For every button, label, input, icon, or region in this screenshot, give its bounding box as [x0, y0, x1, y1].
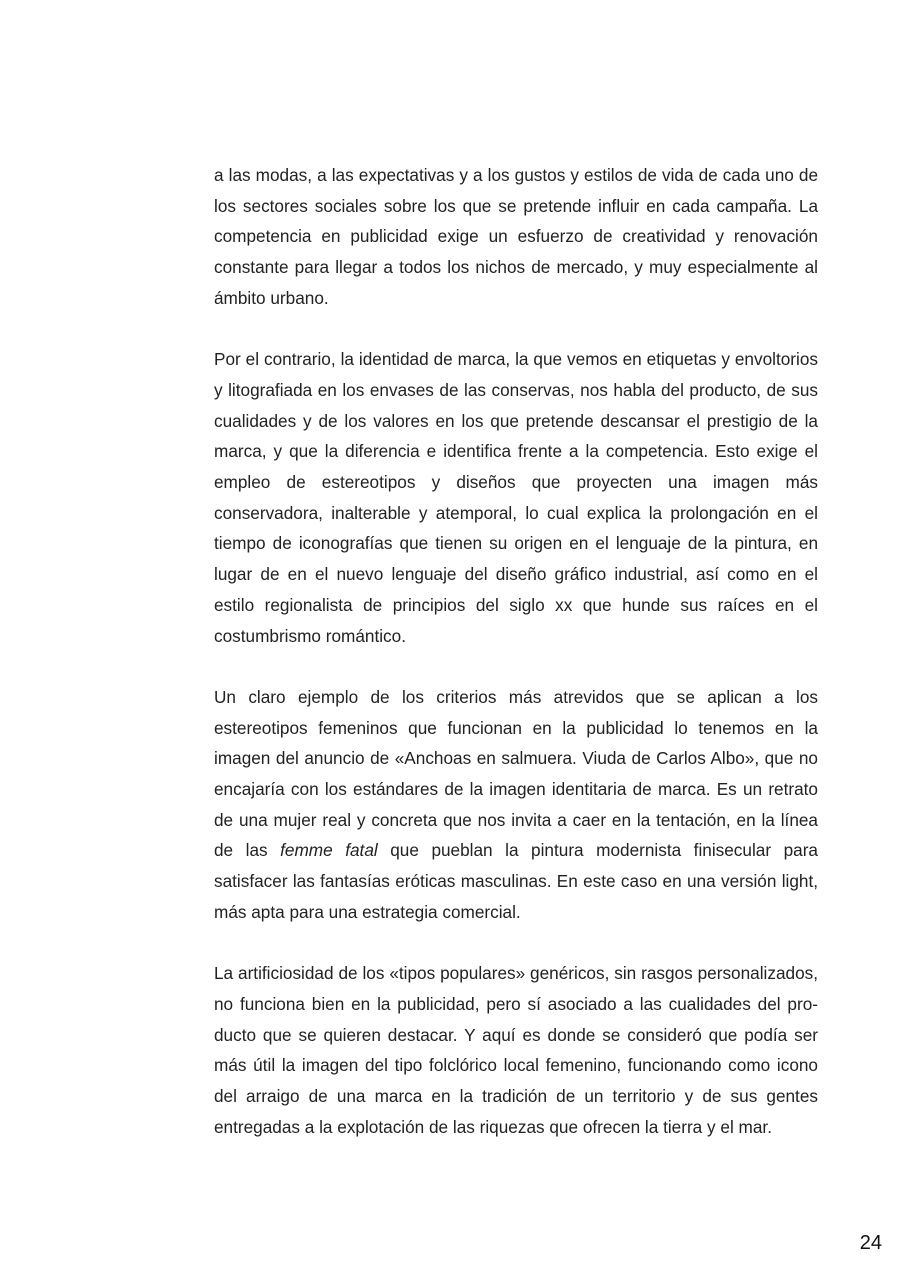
paragraph-3-text-after: que pueblan la pintura modernista finisecular para satisfacer las fantasías eróticas masculinas. En este caso en una versión light, más apta para una estrategia comercial.	[214, 840, 818, 922]
paragraph-2: Por el contrario, la identidad de marca, la que vemos en etiquetas y envoltorios y litografiada en los envases de las conservas, nos habla del producto, de sus cualidades y de los valores en los que pretende descansar el prestigio de la marca, y que la diferencia e identifica frente a la competencia. Esto exige el empleo de estereotipos y diseños que proyecten una imagen más conservadora, inalterable y atemporal, lo cual explica la prolongación en el tiempo de iconografías que tienen su origen en el lenguaje de la pintura, en lugar de en el nuevo lenguaje del diseño gráfico industrial, así como en el estilo regionalista de principios del siglo xx que hunde sus raíces en el costumbrismo romántico.	[214, 349, 818, 646]
paragraph-1: a las modas, a las expectativas y a los gustos y estilos de vida de cada uno de los sectores sociales sobre los que se pretende influir en cada campaña. La competencia en publicidad exige un esfuerzo de creatividad y renovación constante para llegar a todos los nichos de mercado, y muy especialmente al ámbito urbano.	[214, 165, 818, 308]
paragraph-3-italic-term: femme fatal	[280, 840, 378, 861]
page-number: 24	[859, 1232, 882, 1254]
paragraph-4: La artificiosidad de los «tipos populares» genéricos, sin rasgos personalizados, no funciona bien en la publicidad, pero sí asociado a las cualidades del producto que se quieren destacar. Y aquí es donde se consideró que podía ser más útil la imagen del tipo folclórico local femenino, funcionando como icono del arraigo de una marca en la tradición de un territorio y de sus gentes entregadas a la explotación de las riquezas que ofrecen la tierra y el mar.	[214, 963, 818, 1137]
paragraph-3-text-before: Un claro ejemplo de los criterios más atrevidos que se aplican a los estereotipos femeninos que funcionan en la publicidad lo tenemos en la imagen del anuncio de «Anchoas en salmuera. Viuda de Carlos Albo», que no encajaría con los estándares de la imagen identitaria de marca. Es un retrato de una mujer real y concreta que nos invita a caer en la tentación, en la línea de las	[214, 686, 818, 861]
paragraph-3	[214, 682, 818, 928]
body-text	[214, 160, 818, 1173]
